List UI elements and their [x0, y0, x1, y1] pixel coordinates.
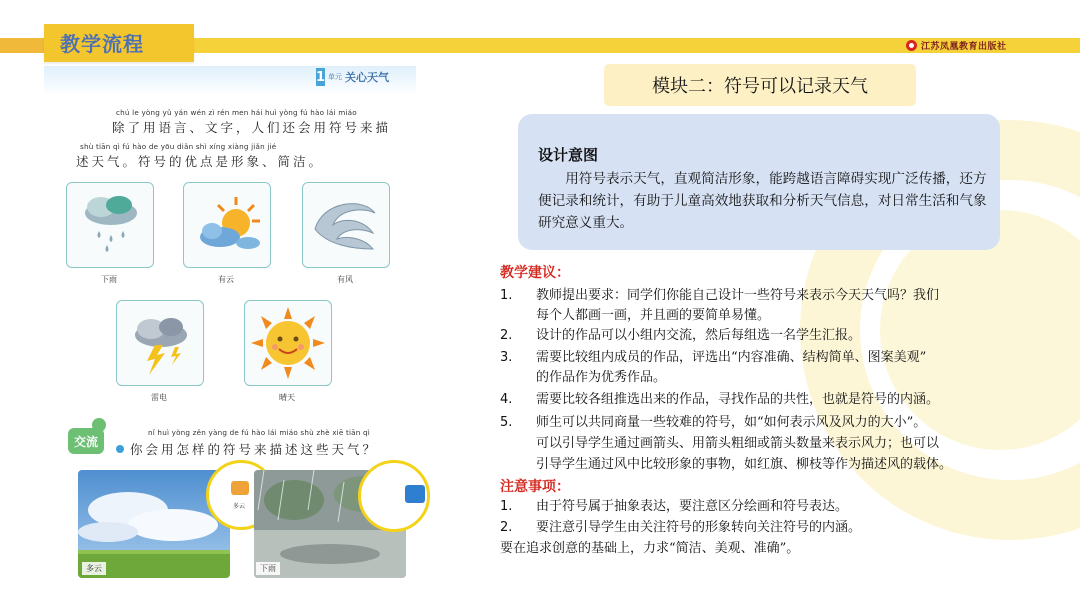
weather-card-wind [302, 182, 390, 268]
caption-cloudy: 有云 [218, 275, 234, 284]
suggestion-item-3 [500, 348, 926, 368]
weather-card-cloudy [183, 182, 271, 268]
weather-card-rain [66, 182, 154, 268]
suggestion-num: 5. [500, 415, 513, 430]
header-left-strip [0, 38, 44, 53]
sun-cloud-icon [184, 183, 270, 267]
rain-symbol-icon [405, 485, 425, 503]
suggestion-line: 师生可以共同商量一些较难的符号，如“如何表示风及风力的大小”。 [536, 415, 927, 430]
cloudy-symbol-icon [231, 481, 249, 495]
publisher-emblem-icon [906, 40, 917, 51]
design-intention-title: 设计意图 [538, 146, 599, 164]
unit-title: 关心天气 [345, 71, 389, 84]
symbol-circle-rain [358, 460, 430, 532]
question-bullet [116, 445, 124, 453]
note-text: 要注意引导学生由关注符号的形象转向关注符号的内涵。 [536, 520, 862, 535]
suggestion-item-5-cont-2: 引导学生通过风中比较形象的事物，如红旗、柳枝等作为描述风的载体。 [536, 457, 953, 472]
rain-cloud-icon [67, 183, 153, 267]
page-title: 教学流程 [60, 32, 144, 56]
symbol-caption-cloudy: 多云 [233, 503, 246, 510]
pinyin-line-2: shù tiān qì fú hào de yōu diǎn shì xíng xiàng jiǎn jié [80, 142, 277, 151]
suggestion-item-3-cont: 的作品作为优秀作品。 [536, 370, 667, 385]
unit-label: 单元 [328, 73, 342, 81]
suggestion-num: 4. [500, 392, 513, 407]
wind-icon [303, 183, 389, 267]
photo-caption-cloudy: 多云 [82, 562, 106, 575]
notes-title: 注意事项： [500, 479, 570, 495]
caption-wind: 有风 [337, 275, 353, 284]
module-title: 模块二：符号可以记录天气 [652, 76, 868, 97]
unit-number: 1 [315, 69, 326, 85]
note-text: 由于符号属于抽象表达，要注意区分绘画和符号表达。 [536, 499, 849, 514]
question-text: 你会用怎样的符号来描述这些天气？ [130, 442, 379, 457]
suggestion-item-5-cont-1: 可以引导学生通过画箭头、用箭头粗细或箭头数量来表示风力；也可以 [536, 436, 940, 451]
note-item-1 [500, 497, 848, 517]
suggestion-num: 2. [500, 328, 513, 343]
publisher-name: 江苏凤凰教育出版社 [921, 42, 1007, 52]
caption-rain: 下雨 [101, 275, 117, 284]
suggestion-num: 1. [500, 288, 513, 303]
suggestion-item-5 [500, 413, 926, 433]
weather-card-thunder [116, 300, 204, 386]
note-num: 1. [500, 499, 513, 514]
suggestions-title: 教学建议： [500, 265, 570, 281]
design-intention-body: 用符号表示天气，直观简洁形象，能跨越语言障碍实现广泛传播，还方便记录和统计，有助于儿童高效地获取和分析天气信息，对日常生活和气象研究意义重大。 [538, 171, 987, 231]
notes-closing: 要在追求创意的基础上，力求“简洁、美观、准确”。 [500, 541, 800, 556]
unit-badge [316, 68, 389, 86]
question-pinyin: nǐ huì yòng zěn yàng de fú hào lái miáo shù zhè xiē tiān qì [148, 428, 370, 437]
caption-sunny: 晴天 [279, 393, 295, 402]
suggestion-item-1 [500, 286, 939, 306]
suggestion-line: 需要比较组内成员的作品，评选出“内容准确、结构简单、图案美观” [536, 350, 927, 365]
text-line-1: 除了用语言、文字，人们还会用符号来描 [112, 120, 392, 135]
jiaoliu-badge: 交流 [68, 428, 104, 454]
suggestion-line: 需要比较各组推选出来的作品，寻找作品的共性，也就是符号的内涵。 [536, 392, 940, 407]
suggestion-line: 设计的作品可以小组内交流，然后每组选一名学生汇报。 [536, 328, 862, 343]
note-num: 2. [500, 520, 513, 535]
photo-caption-rain: 下雨 [256, 562, 280, 575]
thunder-cloud-icon [117, 301, 203, 385]
suggestion-item-2 [500, 326, 861, 346]
caption-thunder: 雷电 [151, 393, 167, 402]
suggestion-num: 3. [500, 350, 513, 365]
text-line-2: 述天气。符号的优点是形象、简洁。 [76, 154, 325, 169]
note-item-2 [500, 518, 861, 538]
publisher-logo [906, 38, 1007, 53]
pinyin-line-1: chú le yòng yǔ yán wén zì rén men hái huì yòng fú hào lái miáo [116, 108, 357, 117]
sun-icon [245, 301, 331, 385]
suggestion-line: 教师提出要求：同学们你能自己设计一些符号来表示今天天气吗？我们 [536, 288, 940, 303]
weather-card-sunny [244, 300, 332, 386]
suggestion-item-4 [500, 390, 939, 410]
suggestion-item-1-cont: 每个人都画一画，并且画的要简单易懂。 [536, 308, 771, 323]
module-title-box [604, 64, 916, 106]
